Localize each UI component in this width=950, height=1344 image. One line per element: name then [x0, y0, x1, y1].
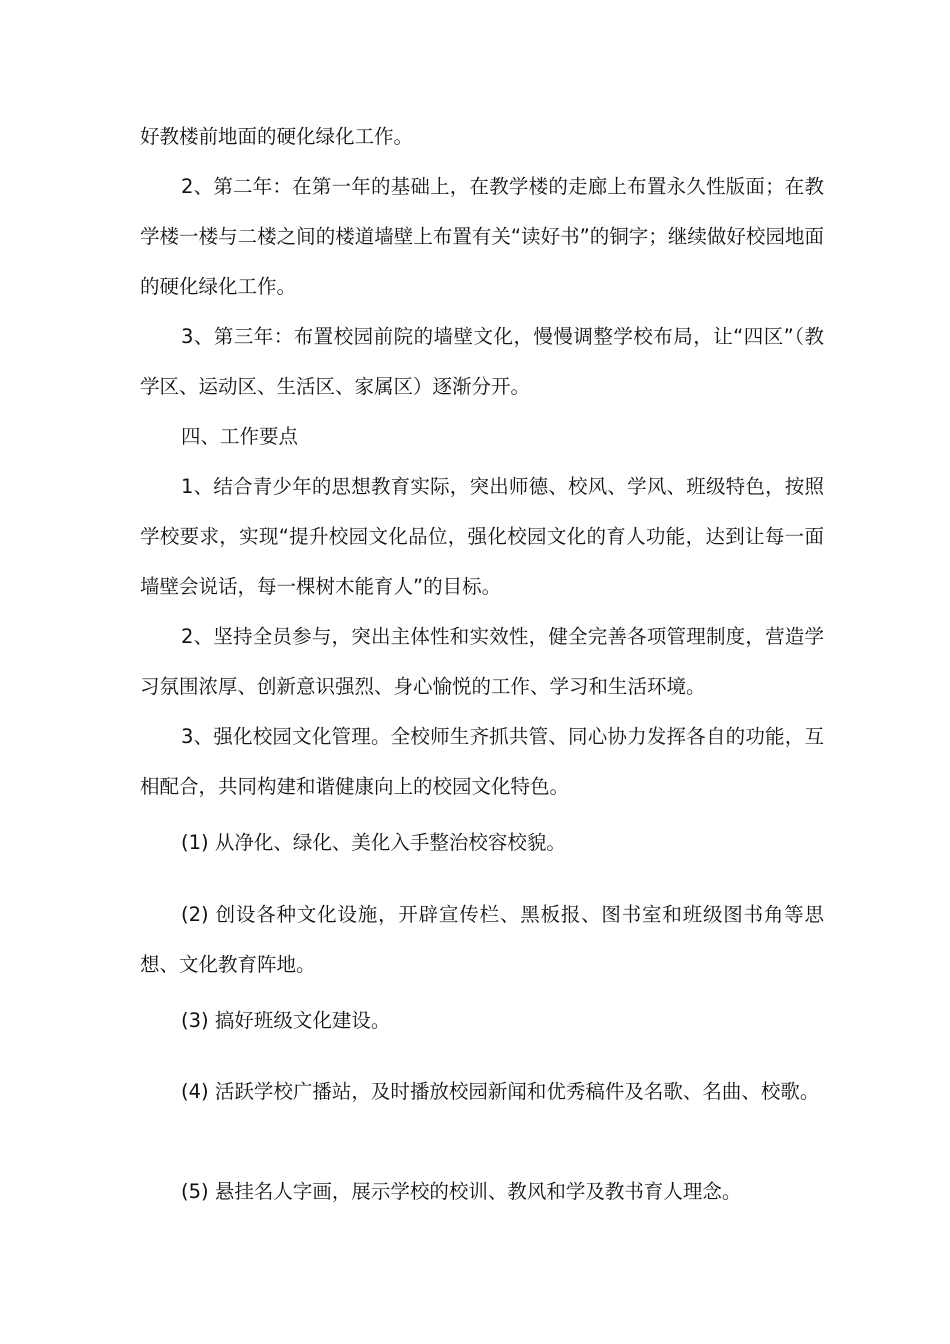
sub-item-1: (1) 从净化、绿化、美化入手整治校容校貌。: [181, 831, 566, 854]
sub-item-3: (3) 搞好班级文化建设。: [181, 1009, 391, 1032]
sub-item-4: (4) 活跃学校广播站，及时播放校园新闻和优秀稿件及名歌、名曲、校歌。: [181, 1080, 820, 1103]
paragraph-point-one: 1、结合青少年的思想教育实际，突出师德、校风、学风、班级特色，按照学校要求，实现“提升校园文化品位，强化校园文化的育人功能，达到让每一面墙壁会说话，每一棵树木能育人”的目标。: [140, 475, 824, 598]
paragraph-year-two: 2、第二年：在第一年的基础上，在教学楼的走廊上布置永久性版面；在教学楼一楼与二楼之间的楼道墙壁上布置有关“读好书”的铜字；继续做好校园地面的硬化绿化工作。: [140, 175, 824, 298]
paragraph-point-three: 3、强化校园文化管理。全校师生齐抓共管、同心协力发挥各自的功能，互相配合，共同构建和谐健康向上的校园文化特色。: [140, 725, 824, 798]
paragraph-point-two: 2、坚持全员参与，突出主体性和实效性，健全完善各项管理制度，营造学习氛围浓厚、创新意识强烈、身心愉悦的工作、学习和生活环境。: [140, 625, 824, 698]
paragraph-year-three: 3、第三年：布置校园前院的墙壁文化，慢慢调整学校布局，让“四区”（教学区、运动区、生活区、家属区）逐渐分开。: [140, 325, 824, 398]
section-heading: 四、工作要点: [181, 425, 299, 448]
sub-item-2: (2) 创设各种文化设施，开辟宣传栏、黑板报、图书室和班级图书角等思想、文化教育阵地。: [140, 903, 824, 976]
sub-item-5: (5) 悬挂名人字画，展示学校的校训、教风和学及教书育人理念。: [181, 1180, 742, 1203]
paragraph-continuation: 好教楼前地面的硬化绿化工作。: [140, 125, 414, 148]
